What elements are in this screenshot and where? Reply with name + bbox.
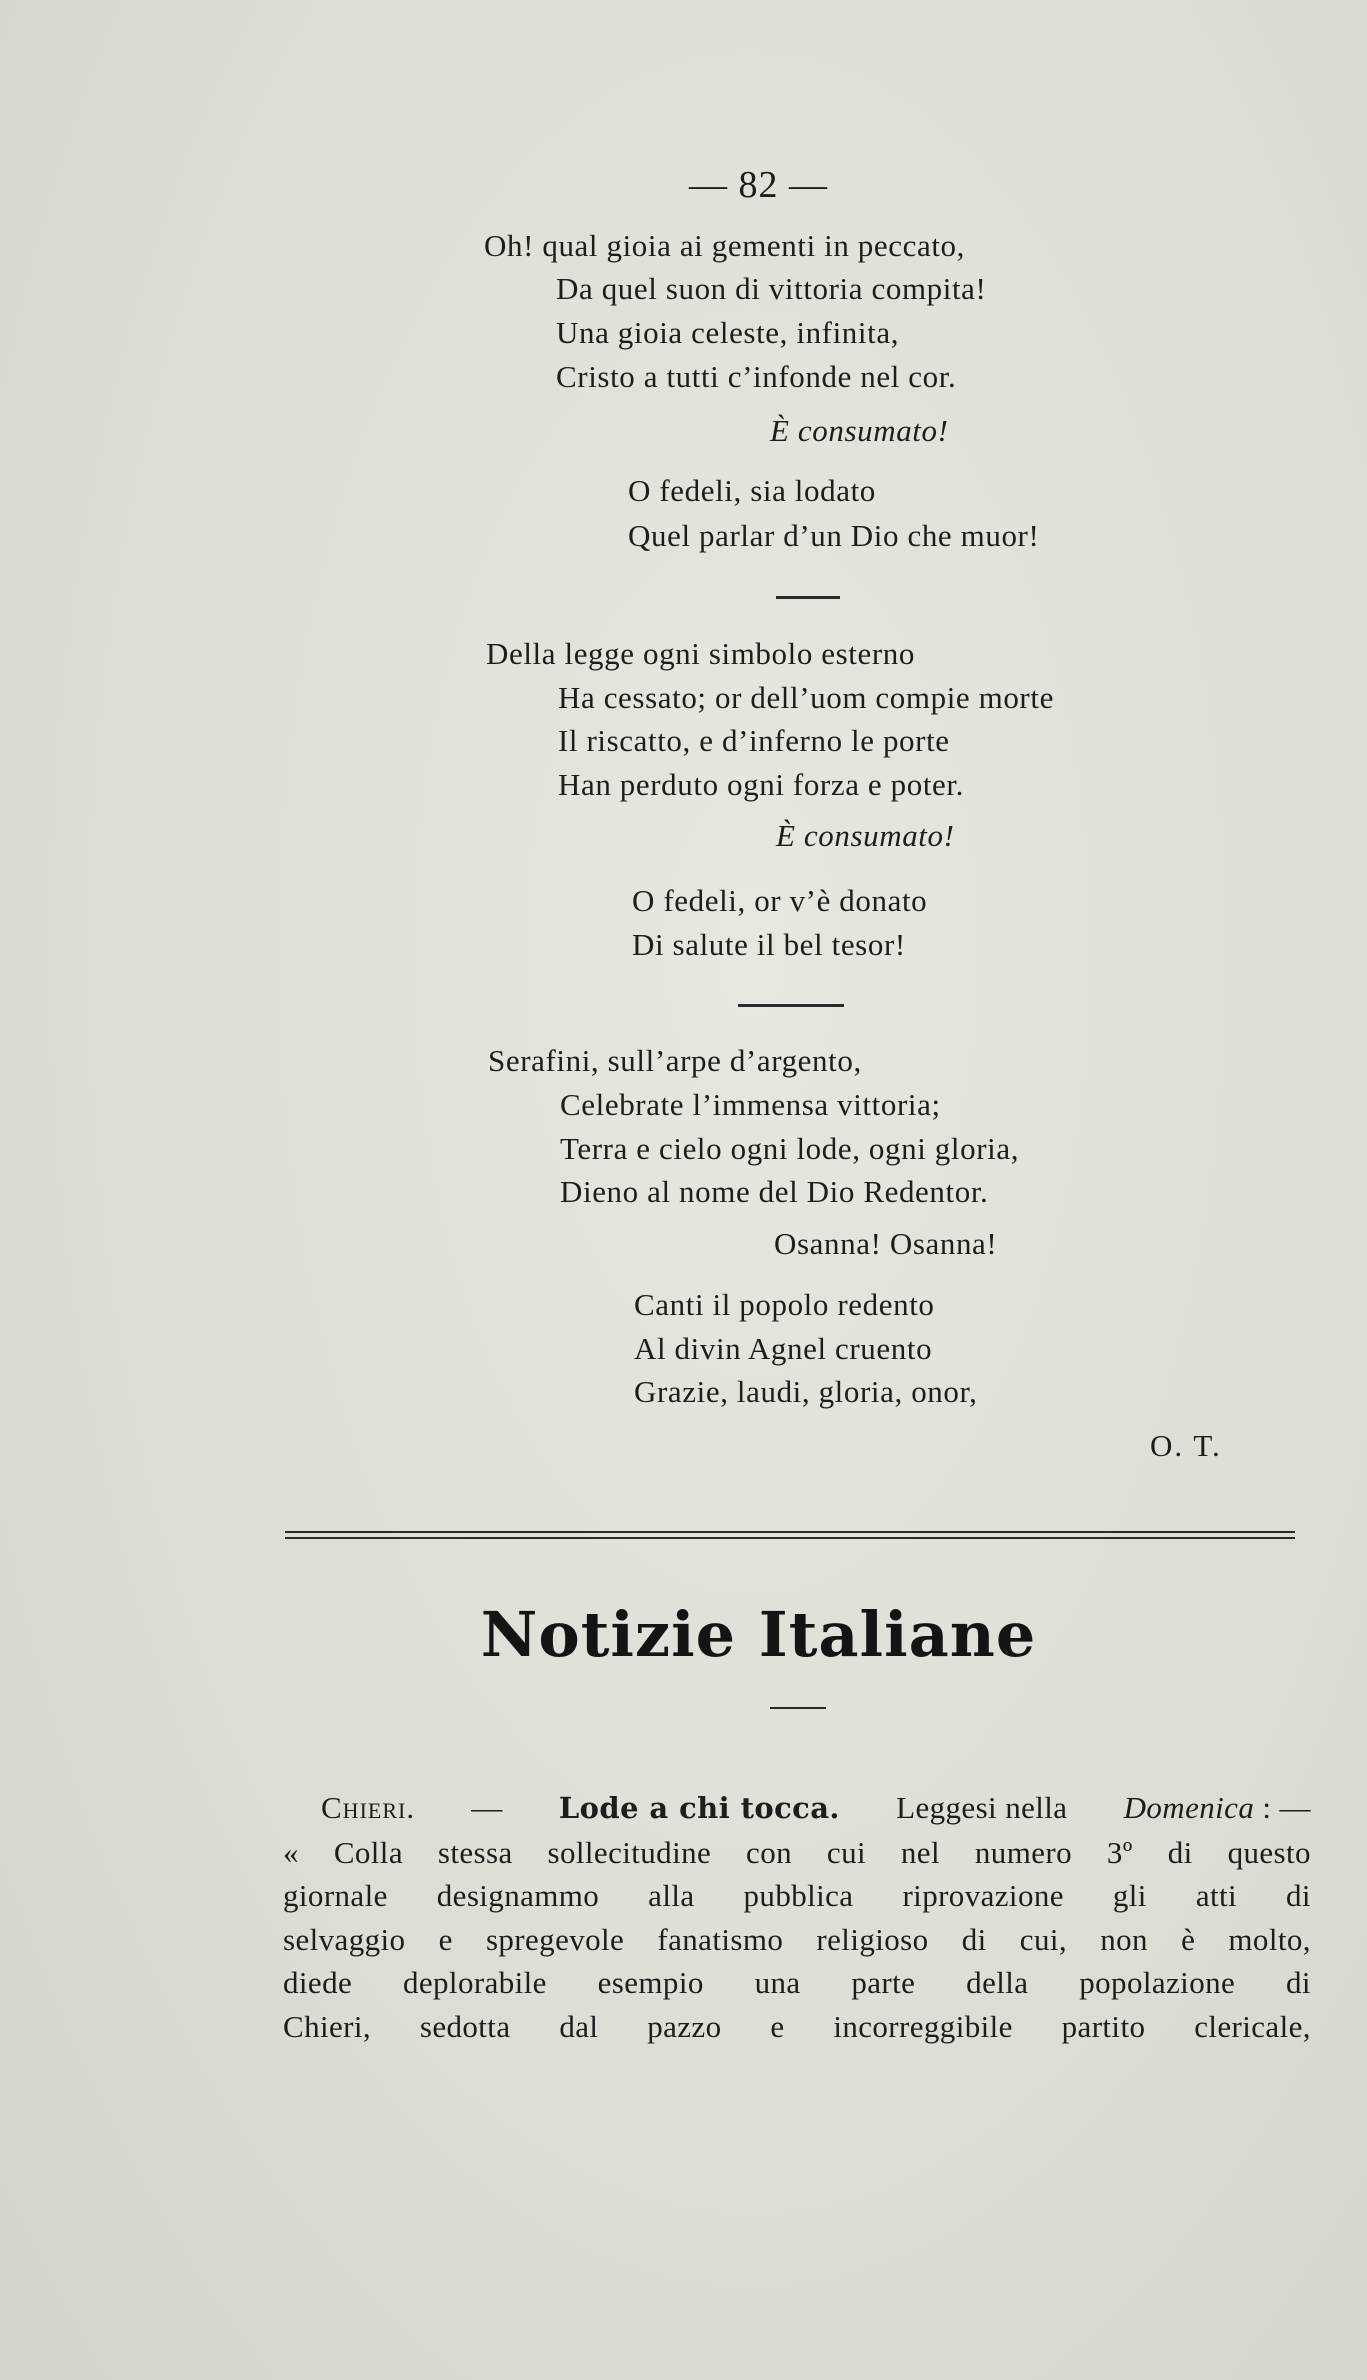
poem-line: O fedeli, sia lodato [628,473,876,508]
news-word: sollecitudine [547,1834,712,1870]
news-word: sedotta [419,2008,511,2044]
poem-line: Terra e cielo ogni lode, ogni gloria, [560,1131,1020,1166]
news-word: numero [974,1834,1072,1870]
news-intro: Leggesi nella [896,1790,1068,1825]
poem-line: Dieno al nome del Dio Redentor. [560,1174,989,1209]
news-word: gli [1112,1878,1147,1913]
news-after-paper: : — [1262,1790,1311,1825]
poem-line: Oh! qual gioia ai gementi in peccato, [484,228,966,263]
news-headline: Lode a chi tocca. [558,1791,840,1825]
news-word: riprovazione [902,1878,1064,1913]
news-line [283,1918,1311,1962]
news-word: di [961,1921,987,1957]
news-word: spregevole [485,1921,625,1957]
poem-line: Celebrate l’immensa vittoria; [560,1087,941,1122]
news-word: Colla [333,1834,403,1870]
news-word: di [1285,1965,1311,2000]
poem-line: Cristo a tutti c’infonde nel cor. [556,359,957,394]
news-line [283,2005,1311,2049]
news-word: 3º [1106,1834,1133,1870]
news-word: deplorabile [402,1965,547,2000]
news-word: cui [826,1834,866,1870]
news-word: parte [851,1965,916,2000]
news-word: questo [1227,1834,1311,1870]
poem-signature: O. T. [1150,1428,1222,1463]
news-word: pubblica [743,1878,854,1913]
poem-refrain: È consumato! [770,413,949,448]
news-word: Chieri, [283,2008,372,2044]
news-word: « [283,1834,299,1870]
poem-line: Il riscatto, e d’inferno le porte [558,723,950,758]
section-title: Notizie Italiane [480,1598,1037,1671]
news-word: e [438,1921,453,1957]
news-word: molto, [1228,1921,1311,1957]
news-line [283,1874,1311,1918]
news-word: di [1167,1834,1193,1870]
news-word: religioso [816,1921,929,1957]
news-word: cui, [1019,1921,1068,1957]
news-word: pazzo [647,2008,722,2044]
poem-refrain: È consumato! [776,818,955,853]
news-line [283,1961,1311,2005]
poem-line: Serafini, sull’arpe d’argento, [488,1043,862,1078]
news-article [283,1786,1311,2048]
news-word: partito [1061,2008,1146,2044]
news-word: dal [559,2008,599,2044]
news-word: nel [900,1834,940,1870]
poem-line: Canti il popolo redento [634,1287,935,1322]
news-word: designammo [436,1878,600,1913]
news-word: è [1181,1921,1196,1957]
poem-line: Al divin Agnel cruento [634,1331,933,1366]
section-rule [285,1531,1295,1539]
title-divider [770,1707,826,1709]
news-word: alla [648,1878,695,1913]
news-word: selvaggio [283,1921,406,1957]
news-word: e [770,2008,785,2044]
news-word: una [754,1965,801,2000]
news-lead-line [283,1786,1311,1831]
news-word: giornale [283,1878,388,1913]
news-paper-name: Domenica [1123,1790,1255,1825]
poem-refrain: Osanna! Osanna! [774,1226,998,1261]
news-place: Chieri. [321,1790,416,1825]
news-word: non [1100,1921,1148,1957]
news-word: con [746,1834,793,1870]
news-dash: — [471,1790,503,1825]
news-word: clericale, [1194,2008,1311,2044]
news-word: diede [283,1965,353,2000]
news-word: di [1286,1878,1311,1913]
news-word: incorreggibile [833,2008,1013,2044]
news-word: atti [1195,1878,1238,1913]
news-word: esempio [597,1965,704,2000]
news-word: della [966,1965,1029,2000]
poem-line: Della legge ogni simbolo esterno [486,636,915,671]
poem-line: Grazie, laudi, gloria, onor, [634,1374,978,1409]
poem-line: Han perduto ogni forza e poter. [558,767,964,802]
news-word: popolazione [1079,1965,1236,2000]
stanza-divider [738,1004,844,1007]
news-word: fanatismo [657,1921,784,1957]
poem-line: O fedeli, or v’è donato [632,883,928,918]
stanza-divider [776,596,840,599]
poem-line: Una gioia celeste, infinita, [556,315,900,350]
poem-line: Ha cessato; or dell’uom compie morte [558,680,1054,715]
poem-line: Da quel suon di vittoria compita! [556,271,987,306]
news-word: stessa [437,1834,513,1870]
poem-line: Quel parlar d’un Dio che muor! [628,518,1040,553]
page-number: — 82 — [689,164,828,206]
news-line [283,1831,1311,1875]
poem-line: Di salute il bel tesor! [632,927,906,962]
